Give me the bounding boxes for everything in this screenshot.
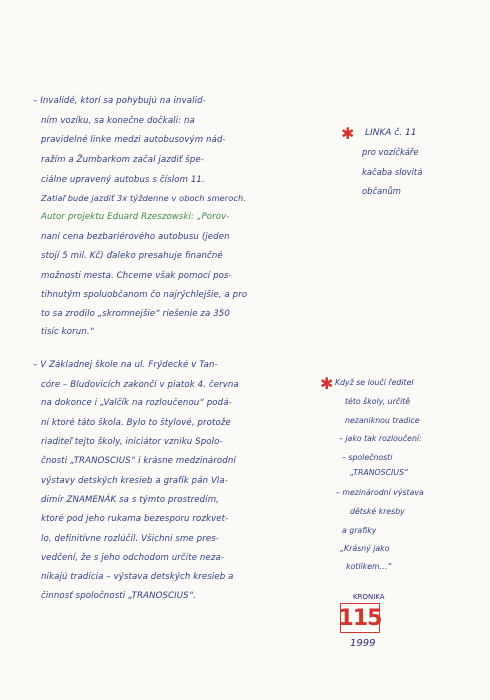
note-line: Když se loučí ředitel xyxy=(335,378,414,387)
text-line: možnosti mesta. Chceme však pomocí pos- xyxy=(41,271,232,281)
text-line: ciálne upravený autobus s číslom 11. xyxy=(41,175,205,185)
note-line: této školy, určitě xyxy=(345,397,411,406)
text-line: pravidelné linke medzi autobusovým nád- xyxy=(41,135,226,145)
note-line-red: „Krásný jako xyxy=(340,544,390,553)
text-line: nikajú tradícia – výstava detských kresieb a xyxy=(41,572,234,582)
text-line: – V Základnej škole na ul. Frýdecké v Tan- xyxy=(33,360,218,370)
asterisk-icon: ✱ xyxy=(320,374,334,393)
text-line: čnosti „TRANOSCIUS“ i krásne medzinárodní xyxy=(41,456,236,466)
text-line: lo, definitívne rozlúčil. Všichni sme pres- xyxy=(41,534,220,544)
asterisk-icon: ✱ xyxy=(341,124,355,143)
note-line-red: kotlíkem…“ xyxy=(346,562,392,571)
text-line: stojí 5 mil. Kč) ďaleko presahuje finančné xyxy=(41,251,223,261)
page-number-stamp xyxy=(340,603,380,633)
text-line: córe – Bludovicích zakončí v piatok 4. června xyxy=(41,380,239,390)
text-line: vedčení, že s jeho odchodom určite neza- xyxy=(41,553,225,563)
text-line: činnosť spoločnosti „TRANOSCIUS“. xyxy=(41,591,197,601)
text-line: – Invalidé, ktorí sa pohybujú na invalid- xyxy=(33,96,206,106)
text-line: ním vozíku, sa konečne dočkali: na xyxy=(41,116,195,126)
text-line: tihnutým spoluobčanom čo najrýchlejšie, a pro xyxy=(41,290,248,300)
text-line: ktoré pod jeho rukama bezesporu rozkvet- xyxy=(41,514,229,524)
note-line: – jako tak rozloučení: xyxy=(339,434,422,443)
note-line: – společnosti xyxy=(342,453,393,462)
text-line: dimír ZNAMENÁK sa s týmto prostredím, xyxy=(41,495,220,505)
text-line: to sa zrodilo „skromnejšie“ riešenie za 350 xyxy=(41,309,230,319)
year-label: 1999 xyxy=(350,638,376,649)
note-line: pro vozíčkáře xyxy=(362,147,419,157)
text-line: riaditeľ tejto školy, iniciátor vzniku Spolo- xyxy=(41,437,223,447)
text-line: naní cena bezbariérového autobusu (jeden xyxy=(41,232,230,242)
note-line: – mezinárodní výstava xyxy=(336,488,424,497)
text-line-green: Autor projektu Eduard Rzeszowski: „Porov- xyxy=(41,212,230,222)
note-line-red: „TRANOSCIUS“ xyxy=(350,468,409,477)
note-line: dětské kresby xyxy=(350,507,405,516)
text-line: ní ktoré táto škola. Bylo to štylové, protože xyxy=(41,418,231,428)
note-line: a grafiky xyxy=(342,526,377,535)
note-line: nezaniknou tradice xyxy=(345,416,420,425)
page-number: 115 xyxy=(338,605,382,631)
note-line: kačaba slovitá xyxy=(362,167,423,177)
note-title: LINKA č. 11 xyxy=(365,128,417,138)
text-line: tisíc korun.“ xyxy=(41,327,95,337)
text-line: na dokonce i „Valčík na rozloučenou“ podá- xyxy=(41,398,232,408)
text-line: výstavy detských kresieb a grafík pán Vla- xyxy=(41,476,228,486)
note-line: občanům xyxy=(362,186,401,196)
chronicle-label: KRONIKA xyxy=(353,593,385,601)
text-line: Zatiaľ bude jazdiť 3x týždenne v oboch smeroch. xyxy=(41,193,246,203)
text-line: ražím a Žumbarkom začal jazdiť špe- xyxy=(41,155,204,165)
